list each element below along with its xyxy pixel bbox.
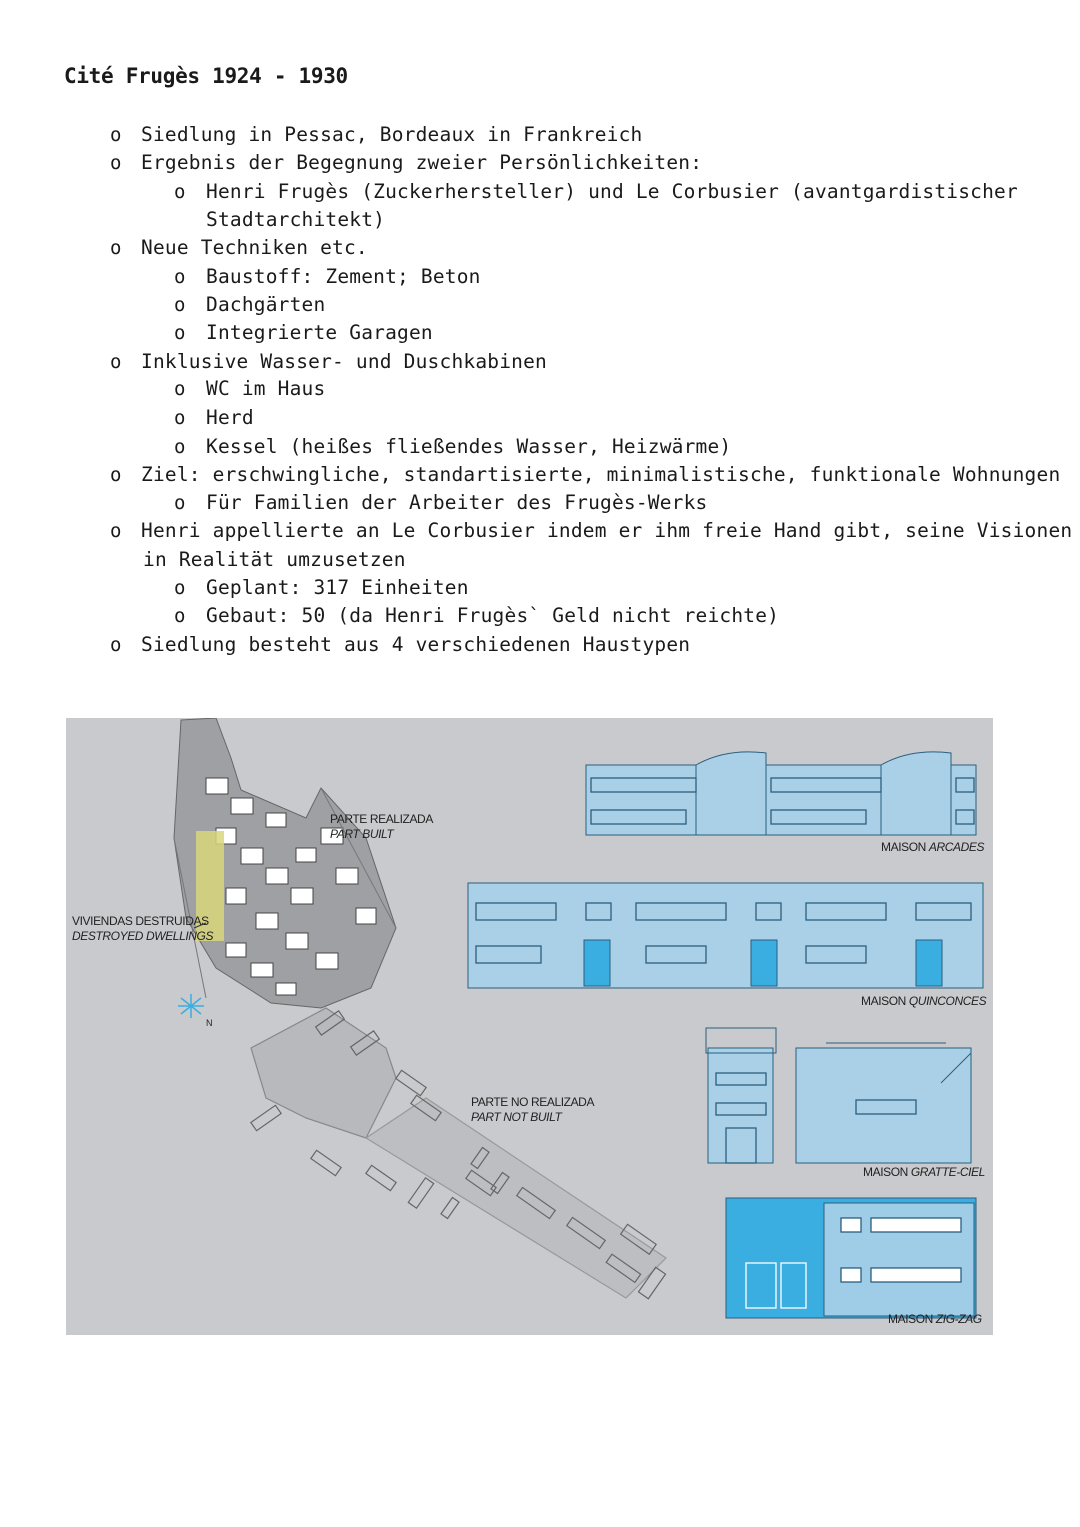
north-arrow-icon: [178, 994, 204, 1018]
bullet-marker: o: [174, 181, 186, 203]
bullet-marker: o: [110, 520, 122, 542]
caption-maison-quinconces: MAISON QUINCONCES: [861, 994, 987, 1008]
bullet-marker: o: [174, 577, 186, 599]
bullet-marker: o: [174, 378, 186, 400]
bullet-marker: o: [110, 152, 122, 174]
maison-zig-zag-drawing: [726, 1198, 976, 1318]
list-item-text: Henri appellierte an Le Corbusier indem er ihm freie Hand gibt, seine Visionen: [141, 519, 1073, 542]
bullet-marker: o: [174, 322, 186, 344]
list-item-text: Geplant: 317 Einheiten: [206, 576, 469, 599]
list-item-text: in Realität umzusetzen: [143, 548, 406, 571]
list-item-text: Stadtarchitekt): [206, 208, 386, 231]
list-item-text: Gebaut: 50 (da Henri Frugès` Geld nicht reichte): [206, 604, 780, 627]
list-item-text: Dachgärten: [206, 293, 326, 316]
bullet-marker: o: [110, 464, 122, 486]
destroyed-dwellings-label: VIVIENDAS DESTRUIDAS DESTROYED DWELLINGS: [72, 914, 214, 943]
list-item-text: Neue Techniken etc.: [141, 236, 368, 259]
page-title: Cité Frugès 1924 - 1930: [64, 64, 348, 88]
bullet-marker: o: [174, 294, 186, 316]
list-item-text: Siedlung besteht aus 4 verschiedenen Haustypen: [141, 633, 691, 656]
caption-maison-gratte-ciel: MAISON GRATTE-CIEL: [863, 1165, 985, 1179]
bullet-marker: o: [174, 605, 186, 627]
part-not-built-label: PARTE NO REALIZADA PART NOT BUILT: [471, 1095, 595, 1124]
list-item-text: Herd: [206, 406, 254, 429]
list-item-text: Kessel (heißes fließendes Wasser, Heizwärme): [206, 435, 732, 458]
unbuilt-area: [251, 1008, 666, 1299]
maison-quinconces-drawing: [468, 883, 983, 988]
list-item-text: WC im Haus: [206, 377, 326, 400]
bullet-marker: o: [110, 351, 122, 373]
bullet-marker: o: [174, 436, 186, 458]
part-built-label: PARTE REALIZADA PART BUILT: [330, 812, 433, 841]
list-item-text: Ergebnis der Begegnung zweier Persönlichkeiten:: [141, 151, 703, 174]
list-item-text: Integrierte Garagen: [206, 321, 433, 344]
bullet-marker: o: [110, 634, 122, 656]
bullet-marker: o: [110, 237, 122, 259]
maison-arcades-drawing: [586, 752, 976, 835]
caption-maison-arcades: MAISON ARCADES: [881, 840, 985, 854]
list-item-text: Baustoff: Zement; Beton: [206, 265, 481, 288]
list-item-text: Inklusive Wasser- und Duschkabinen: [141, 350, 547, 373]
bullet-marker: o: [174, 266, 186, 288]
list-item-text: Siedlung in Pessac, Bordeaux in Frankreich: [141, 123, 643, 146]
north-label: N: [206, 1018, 213, 1028]
list-item-text: Für Familien der Arbeiter des Frugès-Werks: [206, 491, 708, 514]
bullet-marker: o: [110, 124, 122, 146]
site-plan-figure: [66, 718, 993, 1335]
caption-maison-zig-zag: MAISON ZIG-ZAG: [888, 1312, 982, 1326]
list-item-text: Ziel: erschwingliche, standartisierte, minimalistische, funktionale Wohnungen: [141, 463, 1061, 486]
list-item-text: Henri Frugès (Zuckerhersteller) und Le Corbusier (avantgardistischer: [206, 180, 1018, 203]
bullet-marker: o: [174, 407, 186, 429]
bullet-marker: o: [174, 492, 186, 514]
maison-gratte-ciel-drawing: [706, 1028, 971, 1163]
